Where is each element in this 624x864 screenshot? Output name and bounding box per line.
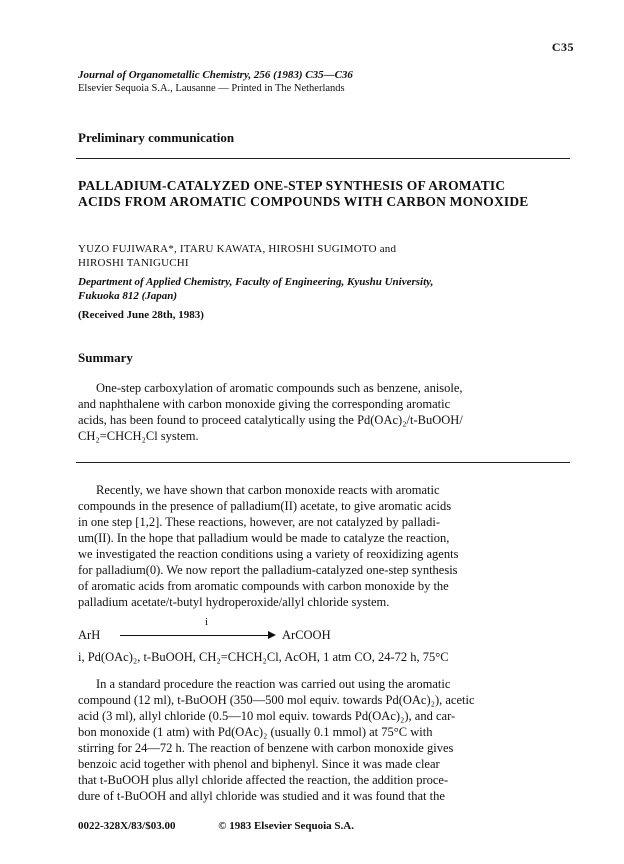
reaction-conditions: i, Pd(OAc)₂, t-BuOOH, CH₂=CHCH₂Cl, AcOH, 1 atm CO, 24-72 h, 75°C — [78, 650, 449, 664]
paragraph-1 — [78, 482, 568, 610]
page-number: C35 — [551, 40, 574, 54]
affiliation — [78, 275, 558, 303]
body-line: dure of t-BuOOH and allyl chloride was studied and it was found that the — [78, 789, 445, 803]
divider-summary — [76, 462, 570, 463]
received-date: (Received June 28th, 1983) — [78, 309, 204, 321]
reaction-arrow — [120, 635, 270, 636]
author-line: YUZO FUJIWARA*, ITARU KAWATA, HIROSHI SUGIMOTO and — [78, 243, 397, 255]
summary-line: CH₂=CHCH₂Cl system. — [78, 429, 199, 443]
reactant: ArH — [78, 628, 101, 642]
summary-text — [78, 380, 568, 444]
product: ArCOOH — [282, 628, 331, 642]
body-line: compounds in the presence of palladium(II) acetate, to give aromatic acids — [78, 499, 452, 513]
title-line: ACIDS FROM AROMATIC COMPOUNDS WITH CARBON MONOXIDE — [78, 194, 529, 209]
footer — [78, 820, 354, 832]
reaction-scheme — [78, 616, 568, 646]
body-line: we investigated the reaction conditions using a variety of reoxidizing agents — [78, 547, 459, 561]
summary-line: acids, has been found to proceed catalytically using the Pd(OAc)₂/t-BuOOH/ — [78, 413, 463, 427]
footer-code: 0022-328X/83/$03.00 — [78, 820, 176, 832]
journal-line-1: Journal of Organometallic Chemistry, 256 (1983) C35—C36 — [78, 69, 353, 81]
body-line: acid (3 ml), allyl chloride (0.5—10 mol equiv. towards Pd(OAc)₂), and car- — [78, 709, 456, 723]
body-line: stirring for 24—72 h. The reaction of benzene with carbon monoxide gives — [78, 741, 454, 755]
section-label: Preliminary communication — [78, 130, 235, 145]
body-line: of aromatic acids from aromatic compounds with carbon monoxide by the — [78, 579, 449, 593]
body-line: In a standard procedure the reaction was carried out using the aromatic — [96, 677, 451, 691]
affiliation-line: Department of Applied Chemistry, Faculty of Engineering, Kyushu University, — [78, 276, 434, 288]
summary-line: One-step carboxylation of aromatic compounds such as benzene, anisole, — [96, 381, 463, 395]
author-list — [78, 242, 558, 270]
footer-copyright: © 1983 Elsevier Sequoia S.A. — [218, 820, 354, 832]
body-line: Recently, we have shown that carbon monoxide reacts with aromatic — [96, 483, 440, 497]
title-line: PALLADIUM-CATALYZED ONE-STEP SYNTHESIS OF AROMATIC — [78, 178, 506, 193]
arrowhead-icon — [268, 631, 276, 639]
affiliation-line: Fukuoka 812 (Japan) — [78, 290, 178, 302]
author-line: HIROSHI TANIGUCHI — [78, 257, 189, 269]
body-line: compound (12 ml), t-BuOOH (350—500 mol equiv. towards Pd(OAc)₂), acetic — [78, 693, 475, 707]
journal-citation — [78, 68, 353, 96]
paragraph-2 — [78, 676, 568, 804]
summary-heading: Summary — [78, 350, 133, 365]
body-line: palladium acetate/t-butyl hydroperoxide/allyl chloride system. — [78, 595, 390, 609]
body-line: for palladium(0). We now report the palladium-catalyzed one-step synthesis — [78, 563, 458, 577]
arrow-condition-label: i — [205, 616, 209, 628]
body-line: benzoic acid together with phenol and biphenyl. Since it was made clear — [78, 757, 440, 771]
summary-line: and naphthalene with carbon monoxide giving the corresponding aromatic — [78, 397, 451, 411]
journal-line-2: Elsevier Sequoia S.A., Lausanne — Printed in The Netherlands — [78, 83, 345, 94]
divider-top — [76, 158, 570, 159]
body-line: bon monoxide (1 atm) with Pd(OAc)₂ (usually 0.1 mmol) at 75°C with — [78, 725, 433, 739]
body-line: um(II). In the hope that palladium would be made to catalyze the reaction, — [78, 531, 450, 545]
paper-title — [78, 178, 558, 210]
body-line: that t-BuOOH plus allyl chloride affected the reaction, the addition proce- — [78, 773, 449, 787]
body-line: in one step [1,2]. These reactions, however, are not catalyzed by palladi- — [78, 515, 440, 529]
